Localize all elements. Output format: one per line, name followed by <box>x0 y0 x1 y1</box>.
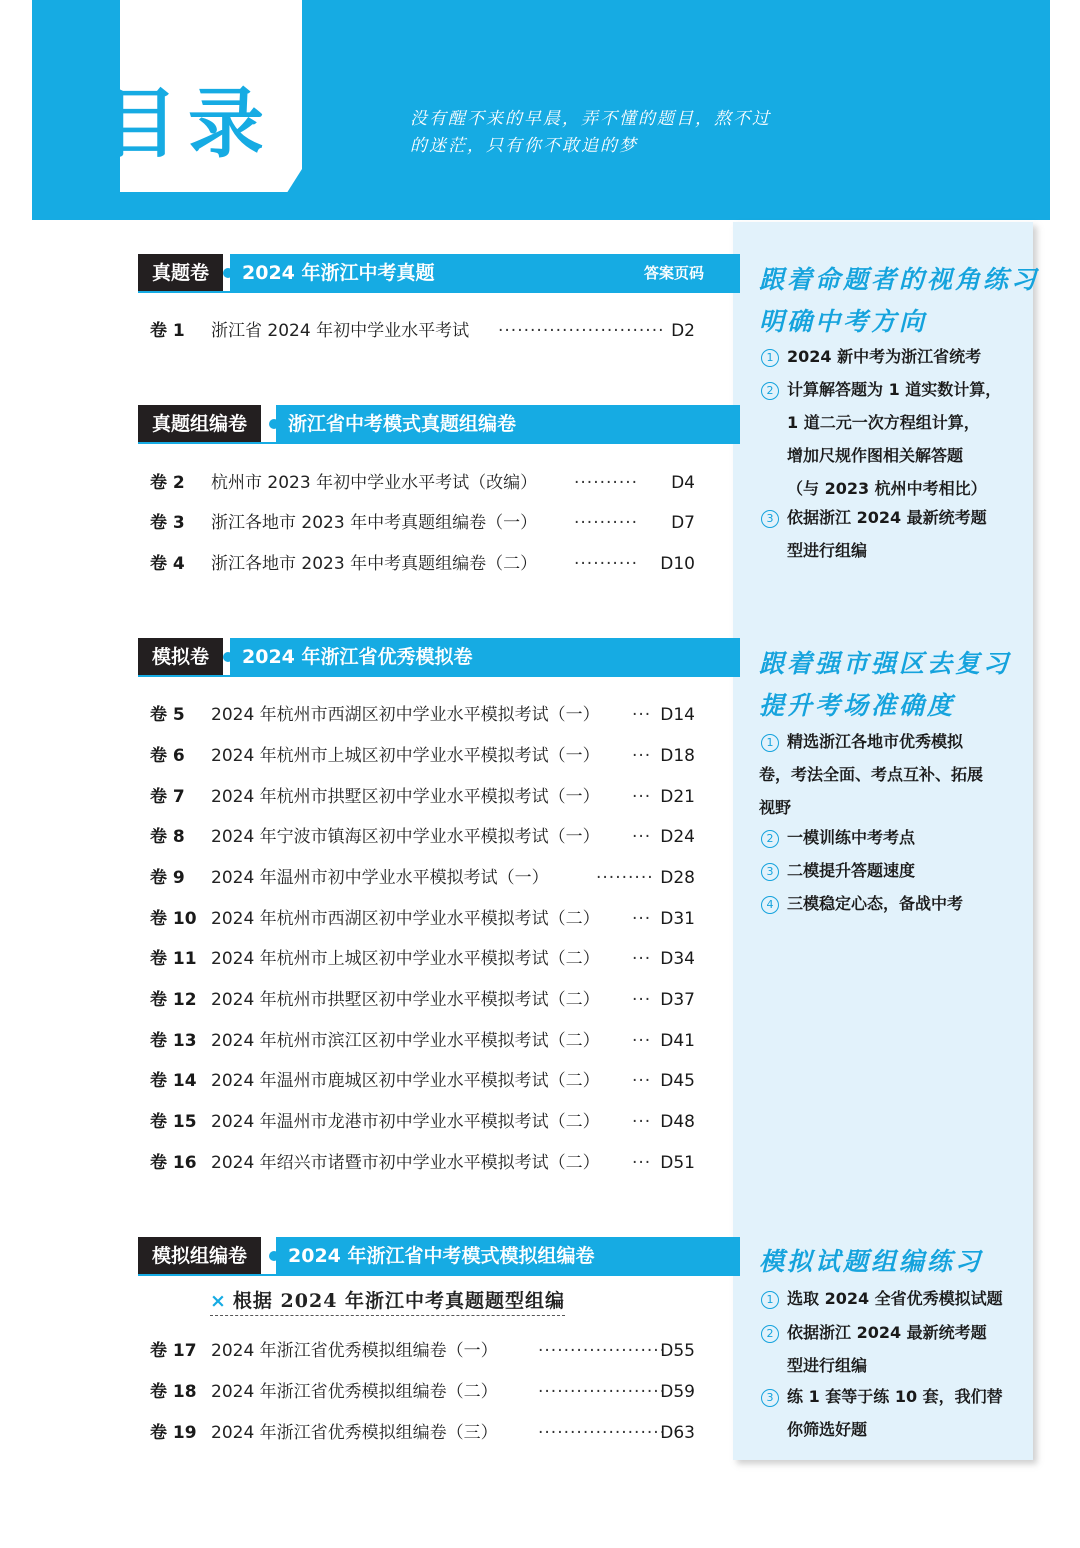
paper-name: 2024 年杭州市上城区初中学业水平模拟考试（二） <box>211 949 600 969</box>
paper-number: 卷 5 <box>150 705 185 725</box>
paper-number: 卷 11 <box>150 949 197 969</box>
section-header-mock <box>138 638 740 676</box>
paper-name: 2024 年杭州市滨江区初中学业水平模拟考试（二） <box>211 1031 600 1051</box>
toc-row[interactable] <box>150 1336 695 1366</box>
page-title: 目录 <box>102 79 274 168</box>
leader-dots: ··· <box>632 909 652 929</box>
circle-number-icon: 3 <box>761 510 779 528</box>
toc-row[interactable] <box>150 468 695 498</box>
toc-row[interactable] <box>150 700 695 730</box>
paper-number: 卷 19 <box>150 1423 197 1443</box>
toc-row[interactable] <box>150 1107 695 1137</box>
page-number: D41 <box>660 1031 695 1051</box>
page-number: D34 <box>660 949 695 969</box>
panel-1-item-1: 1 2024 新中考为浙江省统考 <box>761 340 1023 373</box>
panel-1-item-3: 3 依据浙江 2024 最新统考题 型进行组编 <box>761 501 1023 567</box>
page-number: D7 <box>671 513 695 533</box>
toc-row[interactable] <box>150 1377 695 1407</box>
panel-3-title-1: 模拟试题组编练习 <box>759 1247 984 1276</box>
circle-number-icon: 1 <box>761 1291 779 1309</box>
paper-number: 卷 17 <box>150 1341 197 1361</box>
answer-page-label: 答案页码 <box>643 264 704 282</box>
paper-number: 卷 14 <box>150 1071 197 1091</box>
paper-number: 卷 6 <box>150 746 185 766</box>
panel-2-item-3: 3 二模提升答题速度 <box>761 854 1023 887</box>
motto-line-2: 的迷茫，只有你不敢追的梦 <box>410 136 638 156</box>
circle-number-icon: 1 <box>761 734 779 752</box>
leader-dots: ···················· <box>538 1423 667 1443</box>
leader-dots: ··· <box>632 705 652 725</box>
leader-dots: ···················· <box>538 1341 667 1361</box>
toc-row[interactable] <box>150 316 695 346</box>
page-number: D45 <box>660 1071 695 1091</box>
paper-number: 卷 2 <box>150 473 185 493</box>
page-number: D2 <box>671 321 695 341</box>
toc-row[interactable] <box>150 985 695 1015</box>
leader-dots: ··· <box>632 949 652 969</box>
page-number: D51 <box>660 1153 695 1173</box>
panel-1-title-2: 明确中考方向 <box>759 307 928 336</box>
section-divider <box>138 291 740 293</box>
section-header-real-compiled <box>138 405 740 443</box>
page-number: D63 <box>660 1423 695 1443</box>
section-tag: 真题卷 <box>138 254 223 292</box>
paper-name: 2024 年浙江省优秀模拟组编卷（三） <box>211 1423 498 1443</box>
page-number: D37 <box>660 990 695 1010</box>
panel-2-title-1: 跟着强市强区去复习 <box>759 649 1012 678</box>
paper-number: 卷 4 <box>150 554 185 574</box>
toc-row[interactable] <box>150 782 695 812</box>
motto <box>410 106 830 160</box>
leader-dots: ···················· <box>538 1382 667 1402</box>
right-feature-panel <box>733 222 1040 1460</box>
toc-row[interactable] <box>150 1026 695 1056</box>
leader-dots: ·········· <box>574 554 639 574</box>
page-number: D4 <box>671 473 695 493</box>
paper-name: 2024 年绍兴市诸暨市初中学业水平模拟考试（二） <box>211 1153 600 1173</box>
circle-number-icon: 4 <box>761 896 779 914</box>
page-number: D21 <box>660 787 695 807</box>
paper-number: 卷 8 <box>150 827 185 847</box>
section-title: 2024 年浙江省中考模式模拟组编卷 <box>276 1237 740 1275</box>
leader-dots: ·········· <box>574 473 639 493</box>
section-title: 2024 年浙江中考真题 <box>230 254 740 292</box>
leader-dots: ·········· <box>574 513 639 533</box>
toc-row[interactable] <box>150 1418 695 1448</box>
section-divider <box>138 1274 740 1276</box>
panel-3-item-1: 1 选取 2024 全省优秀模拟试题 <box>761 1282 1023 1315</box>
paper-name: 2024 年杭州市拱墅区初中学业水平模拟考试（一） <box>211 787 600 807</box>
circle-number-icon: 2 <box>761 382 779 400</box>
panel-2-title-2: 提升考场准确度 <box>759 691 956 720</box>
paper-number: 卷 13 <box>150 1031 197 1051</box>
section-divider <box>138 675 740 677</box>
paper-number: 卷 1 <box>150 321 185 341</box>
paper-name: 浙江省 2024 年初中学业水平考试 <box>211 321 470 341</box>
paper-name: 2024 年浙江省优秀模拟组编卷（一） <box>211 1341 498 1361</box>
motto-line-1: 没有醒不来的早晨，弄不懂的题目，熬不过 <box>410 109 771 129</box>
section-header-real-exam <box>138 254 740 292</box>
paper-name: 2024 年温州市龙港市初中学业水平模拟考试（二） <box>211 1112 600 1132</box>
paper-name: 浙江各地市 2023 年中考真题组编卷（二） <box>211 554 538 574</box>
panel-2-item-2: 2 一模训练中考考点 <box>761 821 1023 854</box>
leader-dots: ··· <box>632 1031 652 1051</box>
section-tag: 模拟组编卷 <box>138 1237 261 1275</box>
circle-number-icon: 2 <box>761 830 779 848</box>
circle-number-icon: 3 <box>761 1389 779 1407</box>
paper-name: 2024 年浙江省优秀模拟组编卷（二） <box>211 1382 498 1402</box>
page-number: D24 <box>660 827 695 847</box>
section-divider <box>138 442 740 444</box>
paper-name: 2024 年杭州市拱墅区初中学业水平模拟考试（二） <box>211 990 600 1010</box>
paper-number: 卷 16 <box>150 1153 197 1173</box>
page-number: D48 <box>660 1112 695 1132</box>
circle-number-icon: 3 <box>761 863 779 881</box>
panel-2-item-1: 1 精选浙江各地市优秀模拟 卷，考法全面、考点互补、拓展 视野 <box>759 732 984 817</box>
toc-row[interactable] <box>150 1148 695 1178</box>
leader-dots: ········· <box>596 868 654 888</box>
paper-name: 2024 年温州市鹿城区初中学业水平模拟考试（二） <box>211 1071 600 1091</box>
toc-row[interactable] <box>150 508 695 538</box>
panel-3-item-2: 2 依据浙江 2024 最新统考题 型进行组编 <box>761 1316 1023 1382</box>
circle-number-icon: 1 <box>761 349 779 367</box>
paper-number: 卷 18 <box>150 1382 197 1402</box>
page-number: D59 <box>660 1382 695 1402</box>
leader-dots: ··· <box>632 787 652 807</box>
panel-2-item-4: 4 三模稳定心态，备战中考 <box>761 887 1023 920</box>
page-number: D18 <box>660 746 695 766</box>
paper-number: 卷 7 <box>150 787 185 807</box>
section-tag: 模拟卷 <box>138 638 223 676</box>
paper-name: 杭州市 2023 年初中学业水平考试（改编） <box>211 473 538 493</box>
leader-dots: ··· <box>632 746 652 766</box>
leader-dots: ··· <box>632 827 652 847</box>
panel-1-item-2: 2 计算解答题为 1 道实数计算， 1 道二元一次方程组计算， 增加尺规作图相关解答题 （与 2023 杭州中考相比） <box>761 373 1023 505</box>
panel-3-item-3: 3 练 1 套等于练 10 套，我们替 你筛选好题 <box>761 1380 1023 1446</box>
leader-dots: ·························· <box>498 321 665 341</box>
toc-row[interactable] <box>150 863 695 893</box>
section-title: 2024 年浙江省优秀模拟卷 <box>230 638 740 676</box>
toc-row[interactable] <box>150 822 695 852</box>
paper-name: 2024 年杭州市西湖区初中学业水平模拟考试（一） <box>211 705 600 725</box>
page-number: D31 <box>660 909 695 929</box>
circle-number-icon: 2 <box>761 1325 779 1343</box>
section-header-mock-compiled <box>138 1237 740 1275</box>
toc-row[interactable] <box>150 549 695 579</box>
leader-dots: ··· <box>632 1153 652 1173</box>
paper-number: 卷 9 <box>150 868 185 888</box>
toc-row[interactable] <box>150 741 695 771</box>
page-number: D28 <box>660 868 695 888</box>
toc-row[interactable] <box>150 944 695 974</box>
section-title: 浙江省中考模式真题组编卷 <box>276 405 740 443</box>
cross-icon: × <box>210 1290 227 1312</box>
toc-row[interactable] <box>150 1066 695 1096</box>
panel-1-title-1: 跟着命题者的视角练习 <box>759 265 1040 294</box>
paper-number: 卷 12 <box>150 990 197 1010</box>
section-subnote: × 根据 2024 年浙江中考真题题型组编 <box>210 1286 565 1316</box>
leader-dots: ··· <box>632 990 652 1010</box>
section-tag: 真题组编卷 <box>138 405 261 443</box>
page-number: D55 <box>660 1341 695 1361</box>
page-number: D14 <box>660 705 695 725</box>
leader-dots: ··· <box>632 1071 652 1091</box>
leader-dots: ··· <box>632 1112 652 1132</box>
paper-name: 2024 年宁波市镇海区初中学业水平模拟考试（一） <box>211 827 600 847</box>
paper-name: 浙江各地市 2023 年中考真题组编卷（一） <box>211 513 538 533</box>
paper-name: 2024 年杭州市西湖区初中学业水平模拟考试（二） <box>211 909 600 929</box>
paper-number: 卷 3 <box>150 513 185 533</box>
paper-name: 2024 年温州市初中学业水平模拟考试（一） <box>211 868 549 888</box>
paper-number: 卷 10 <box>150 909 197 929</box>
paper-number: 卷 15 <box>150 1112 197 1132</box>
toc-row[interactable] <box>150 904 695 934</box>
paper-name: 2024 年杭州市上城区初中学业水平模拟考试（一） <box>211 746 600 766</box>
page-number: D10 <box>660 554 695 574</box>
